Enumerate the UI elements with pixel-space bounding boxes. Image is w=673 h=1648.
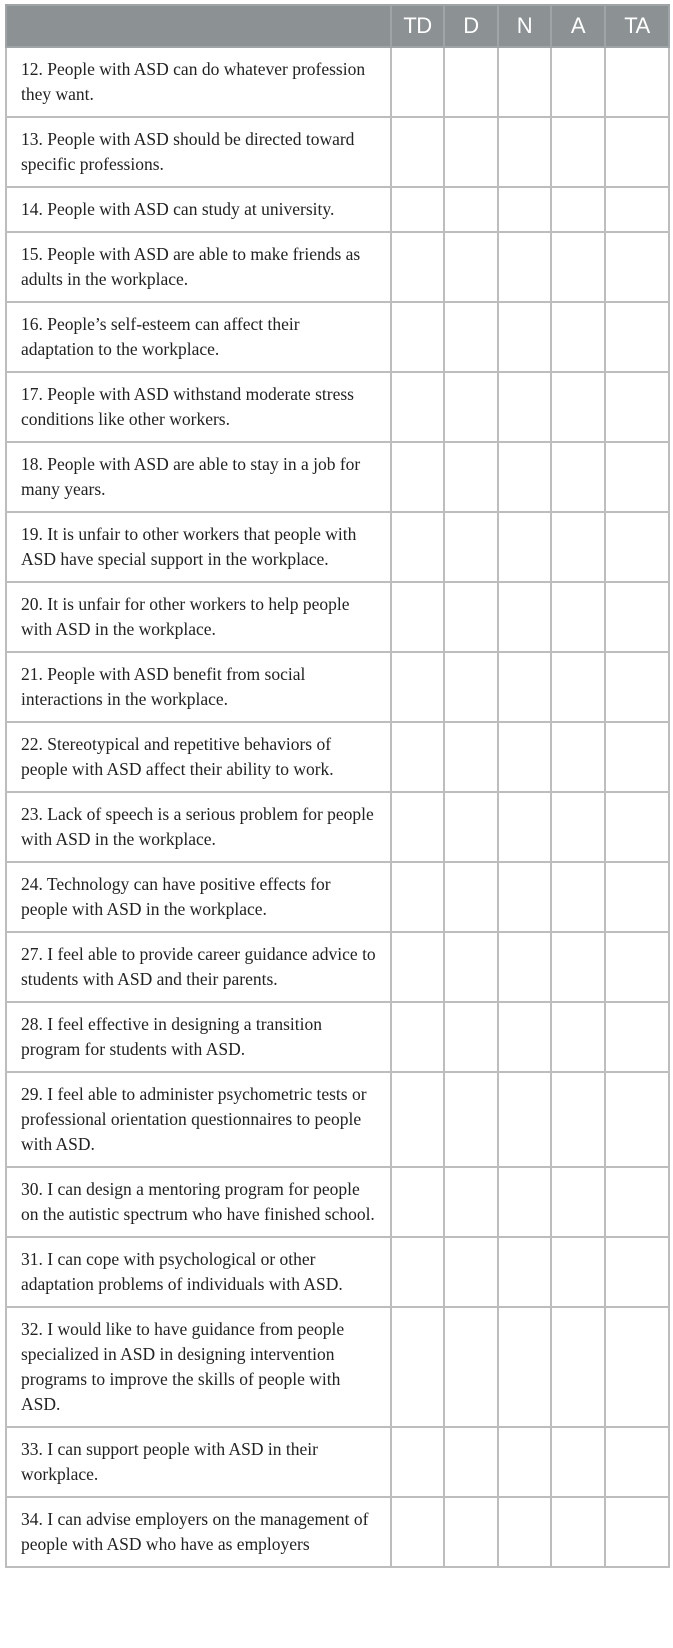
response-cell-ta[interactable]	[605, 932, 669, 1002]
header-a: A	[551, 5, 605, 47]
response-cell-d[interactable]	[444, 582, 498, 652]
response-cell-ta[interactable]	[605, 1237, 669, 1307]
statement-cell: 16. People’s self-esteem can affect their adaptation to the workplace.	[6, 302, 391, 372]
response-cell-td[interactable]	[391, 372, 444, 442]
table-row	[6, 1237, 669, 1307]
table-row	[6, 1002, 669, 1072]
response-cell-td[interactable]	[391, 722, 444, 792]
response-cell-td[interactable]	[391, 1427, 444, 1497]
response-cell-td[interactable]	[391, 862, 444, 932]
table-row	[6, 1427, 669, 1497]
response-cell-n[interactable]	[498, 722, 551, 792]
response-cell-d[interactable]	[444, 1307, 498, 1427]
response-cell-td[interactable]	[391, 1002, 444, 1072]
response-cell-td[interactable]	[391, 582, 444, 652]
table-row	[6, 302, 669, 372]
response-cell-a[interactable]	[551, 512, 605, 582]
statement-cell: 33. I can support people with ASD in their workplace.	[6, 1427, 391, 1497]
table-row	[6, 582, 669, 652]
likert-questionnaire-table	[5, 4, 670, 1568]
response-cell-a[interactable]	[551, 302, 605, 372]
statement-cell: 23. Lack of speech is a serious problem for people with ASD in the workplace.	[6, 792, 391, 862]
response-cell-d[interactable]	[444, 792, 498, 862]
response-cell-a[interactable]	[551, 1002, 605, 1072]
statement-cell: 24. Technology can have positive effects for people with ASD in the workplace.	[6, 862, 391, 932]
response-cell-a[interactable]	[551, 47, 605, 117]
response-cell-d[interactable]	[444, 1237, 498, 1307]
response-cell-d[interactable]	[444, 117, 498, 187]
response-cell-ta[interactable]	[605, 1002, 669, 1072]
response-cell-ta[interactable]	[605, 232, 669, 302]
table-row	[6, 47, 669, 117]
statement-cell: 27. I feel able to provide career guidance advice to students with ASD and their parents.	[6, 932, 391, 1002]
response-cell-a[interactable]	[551, 582, 605, 652]
response-cell-ta[interactable]	[605, 792, 669, 862]
response-cell-a[interactable]	[551, 932, 605, 1002]
response-cell-td[interactable]	[391, 1497, 444, 1567]
response-cell-ta[interactable]	[605, 302, 669, 372]
response-cell-n[interactable]	[498, 1167, 551, 1237]
table-body	[6, 47, 669, 1567]
table-row	[6, 372, 669, 442]
statement-cell: 18. People with ASD are able to stay in a job for many years.	[6, 442, 391, 512]
response-cell-td[interactable]	[391, 792, 444, 862]
response-cell-ta[interactable]	[605, 722, 669, 792]
header-n: N	[498, 5, 551, 47]
response-cell-d[interactable]	[444, 232, 498, 302]
response-cell-a[interactable]	[551, 1497, 605, 1567]
response-cell-n[interactable]	[498, 1307, 551, 1427]
table-header	[6, 5, 669, 47]
response-cell-d[interactable]	[444, 187, 498, 232]
statement-cell: 19. It is unfair to other workers that people with ASD have special support in the workplace.	[6, 512, 391, 582]
statement-cell: 17. People with ASD withstand moderate stress conditions like other workers.	[6, 372, 391, 442]
response-cell-d[interactable]	[444, 302, 498, 372]
response-cell-d[interactable]	[444, 932, 498, 1002]
response-cell-a[interactable]	[551, 232, 605, 302]
header-td: TD	[391, 5, 444, 47]
statement-cell: 15. People with ASD are able to make friends as adults in the workplace.	[6, 232, 391, 302]
header-d: D	[444, 5, 498, 47]
response-cell-n[interactable]	[498, 862, 551, 932]
response-cell-td[interactable]	[391, 1237, 444, 1307]
table-row	[6, 932, 669, 1002]
statement-cell: 20. It is unfair for other workers to help people with ASD in the workplace.	[6, 582, 391, 652]
response-cell-d[interactable]	[444, 722, 498, 792]
response-cell-td[interactable]	[391, 187, 444, 232]
response-cell-a[interactable]	[551, 1307, 605, 1427]
response-cell-ta[interactable]	[605, 1167, 669, 1237]
response-cell-d[interactable]	[444, 1072, 498, 1167]
response-cell-a[interactable]	[551, 442, 605, 512]
table-row	[6, 1307, 669, 1427]
response-cell-ta[interactable]	[605, 862, 669, 932]
response-cell-ta[interactable]	[605, 582, 669, 652]
response-cell-d[interactable]	[444, 442, 498, 512]
response-cell-n[interactable]	[498, 1072, 551, 1167]
table-row	[6, 117, 669, 187]
response-cell-td[interactable]	[391, 232, 444, 302]
statement-cell: 22. Stereotypical and repetitive behaviors of people with ASD affect their ability to work.	[6, 722, 391, 792]
response-cell-n[interactable]	[498, 232, 551, 302]
table-row	[6, 722, 669, 792]
statement-cell: 32. I would like to have guidance from people specialized in ASD in designing intervention programs to improve the skills of people with ASD.	[6, 1307, 391, 1427]
response-cell-ta[interactable]	[605, 1072, 669, 1167]
response-cell-ta[interactable]	[605, 1497, 669, 1567]
response-cell-td[interactable]	[391, 1167, 444, 1237]
response-cell-a[interactable]	[551, 187, 605, 232]
response-cell-td[interactable]	[391, 302, 444, 372]
response-cell-td[interactable]	[391, 1307, 444, 1427]
response-cell-ta[interactable]	[605, 1307, 669, 1427]
response-cell-a[interactable]	[551, 652, 605, 722]
table-row	[6, 1072, 669, 1167]
response-cell-ta[interactable]	[605, 652, 669, 722]
statement-cell: 13. People with ASD should be directed toward specific professions.	[6, 117, 391, 187]
response-cell-d[interactable]	[444, 372, 498, 442]
response-cell-td[interactable]	[391, 932, 444, 1002]
response-cell-a[interactable]	[551, 1427, 605, 1497]
response-cell-d[interactable]	[444, 512, 498, 582]
response-cell-d[interactable]	[444, 652, 498, 722]
statement-cell: 12. People with ASD can do whatever profession they want.	[6, 47, 391, 117]
response-cell-n[interactable]	[498, 1002, 551, 1072]
response-cell-ta[interactable]	[605, 47, 669, 117]
table-row	[6, 652, 669, 722]
statement-cell: 29. I feel able to administer psychometric tests or professional orientation questionnaires to people with ASD.	[6, 1072, 391, 1167]
response-cell-d[interactable]	[444, 1002, 498, 1072]
response-cell-ta[interactable]	[605, 187, 669, 232]
table-row	[6, 187, 669, 232]
statement-cell: 34. I can advise employers on the management of people with ASD who have as employers	[6, 1497, 391, 1567]
response-cell-n[interactable]	[498, 582, 551, 652]
response-cell-n[interactable]	[498, 47, 551, 117]
response-cell-n[interactable]	[498, 117, 551, 187]
table-row	[6, 862, 669, 932]
response-cell-n[interactable]	[498, 302, 551, 372]
response-cell-n[interactable]	[498, 652, 551, 722]
response-cell-n[interactable]	[498, 512, 551, 582]
response-cell-td[interactable]	[391, 117, 444, 187]
response-cell-ta[interactable]	[605, 442, 669, 512]
statement-cell: 21. People with ASD benefit from social interactions in the workplace.	[6, 652, 391, 722]
table-row	[6, 792, 669, 862]
response-cell-a[interactable]	[551, 792, 605, 862]
table-row	[6, 512, 669, 582]
table-row	[6, 1167, 669, 1237]
response-cell-d[interactable]	[444, 47, 498, 117]
response-cell-n[interactable]	[498, 1497, 551, 1567]
statement-cell: 31. I can cope with psychological or other adaptation problems of individuals with ASD.	[6, 1237, 391, 1307]
table-row	[6, 442, 669, 512]
response-cell-a[interactable]	[551, 1167, 605, 1237]
response-cell-td[interactable]	[391, 47, 444, 117]
response-cell-n[interactable]	[498, 1427, 551, 1497]
response-cell-a[interactable]	[551, 117, 605, 187]
header-ta: TA	[605, 5, 669, 47]
response-cell-n[interactable]	[498, 372, 551, 442]
response-cell-n[interactable]	[498, 187, 551, 232]
response-cell-td[interactable]	[391, 1072, 444, 1167]
response-cell-ta[interactable]	[605, 117, 669, 187]
response-cell-a[interactable]	[551, 1237, 605, 1307]
response-cell-d[interactable]	[444, 1167, 498, 1237]
response-cell-n[interactable]	[498, 792, 551, 862]
response-cell-d[interactable]	[444, 1427, 498, 1497]
response-cell-n[interactable]	[498, 932, 551, 1002]
response-cell-ta[interactable]	[605, 512, 669, 582]
response-cell-n[interactable]	[498, 442, 551, 512]
response-cell-a[interactable]	[551, 372, 605, 442]
response-cell-a[interactable]	[551, 1072, 605, 1167]
header-statement	[6, 5, 391, 47]
response-cell-a[interactable]	[551, 722, 605, 792]
response-cell-a[interactable]	[551, 862, 605, 932]
response-cell-ta[interactable]	[605, 1427, 669, 1497]
header-row	[6, 5, 669, 47]
table-row	[6, 1497, 669, 1567]
response-cell-td[interactable]	[391, 442, 444, 512]
table-row	[6, 232, 669, 302]
response-cell-td[interactable]	[391, 652, 444, 722]
statement-cell: 30. I can design a mentoring program for people on the autistic spectrum who have finished school.	[6, 1167, 391, 1237]
response-cell-n[interactable]	[498, 1237, 551, 1307]
response-cell-td[interactable]	[391, 512, 444, 582]
response-cell-ta[interactable]	[605, 372, 669, 442]
response-cell-d[interactable]	[444, 1497, 498, 1567]
response-cell-d[interactable]	[444, 862, 498, 932]
statement-cell: 28. I feel effective in designing a transition program for students with ASD.	[6, 1002, 391, 1072]
statement-cell: 14. People with ASD can study at university.	[6, 187, 391, 232]
